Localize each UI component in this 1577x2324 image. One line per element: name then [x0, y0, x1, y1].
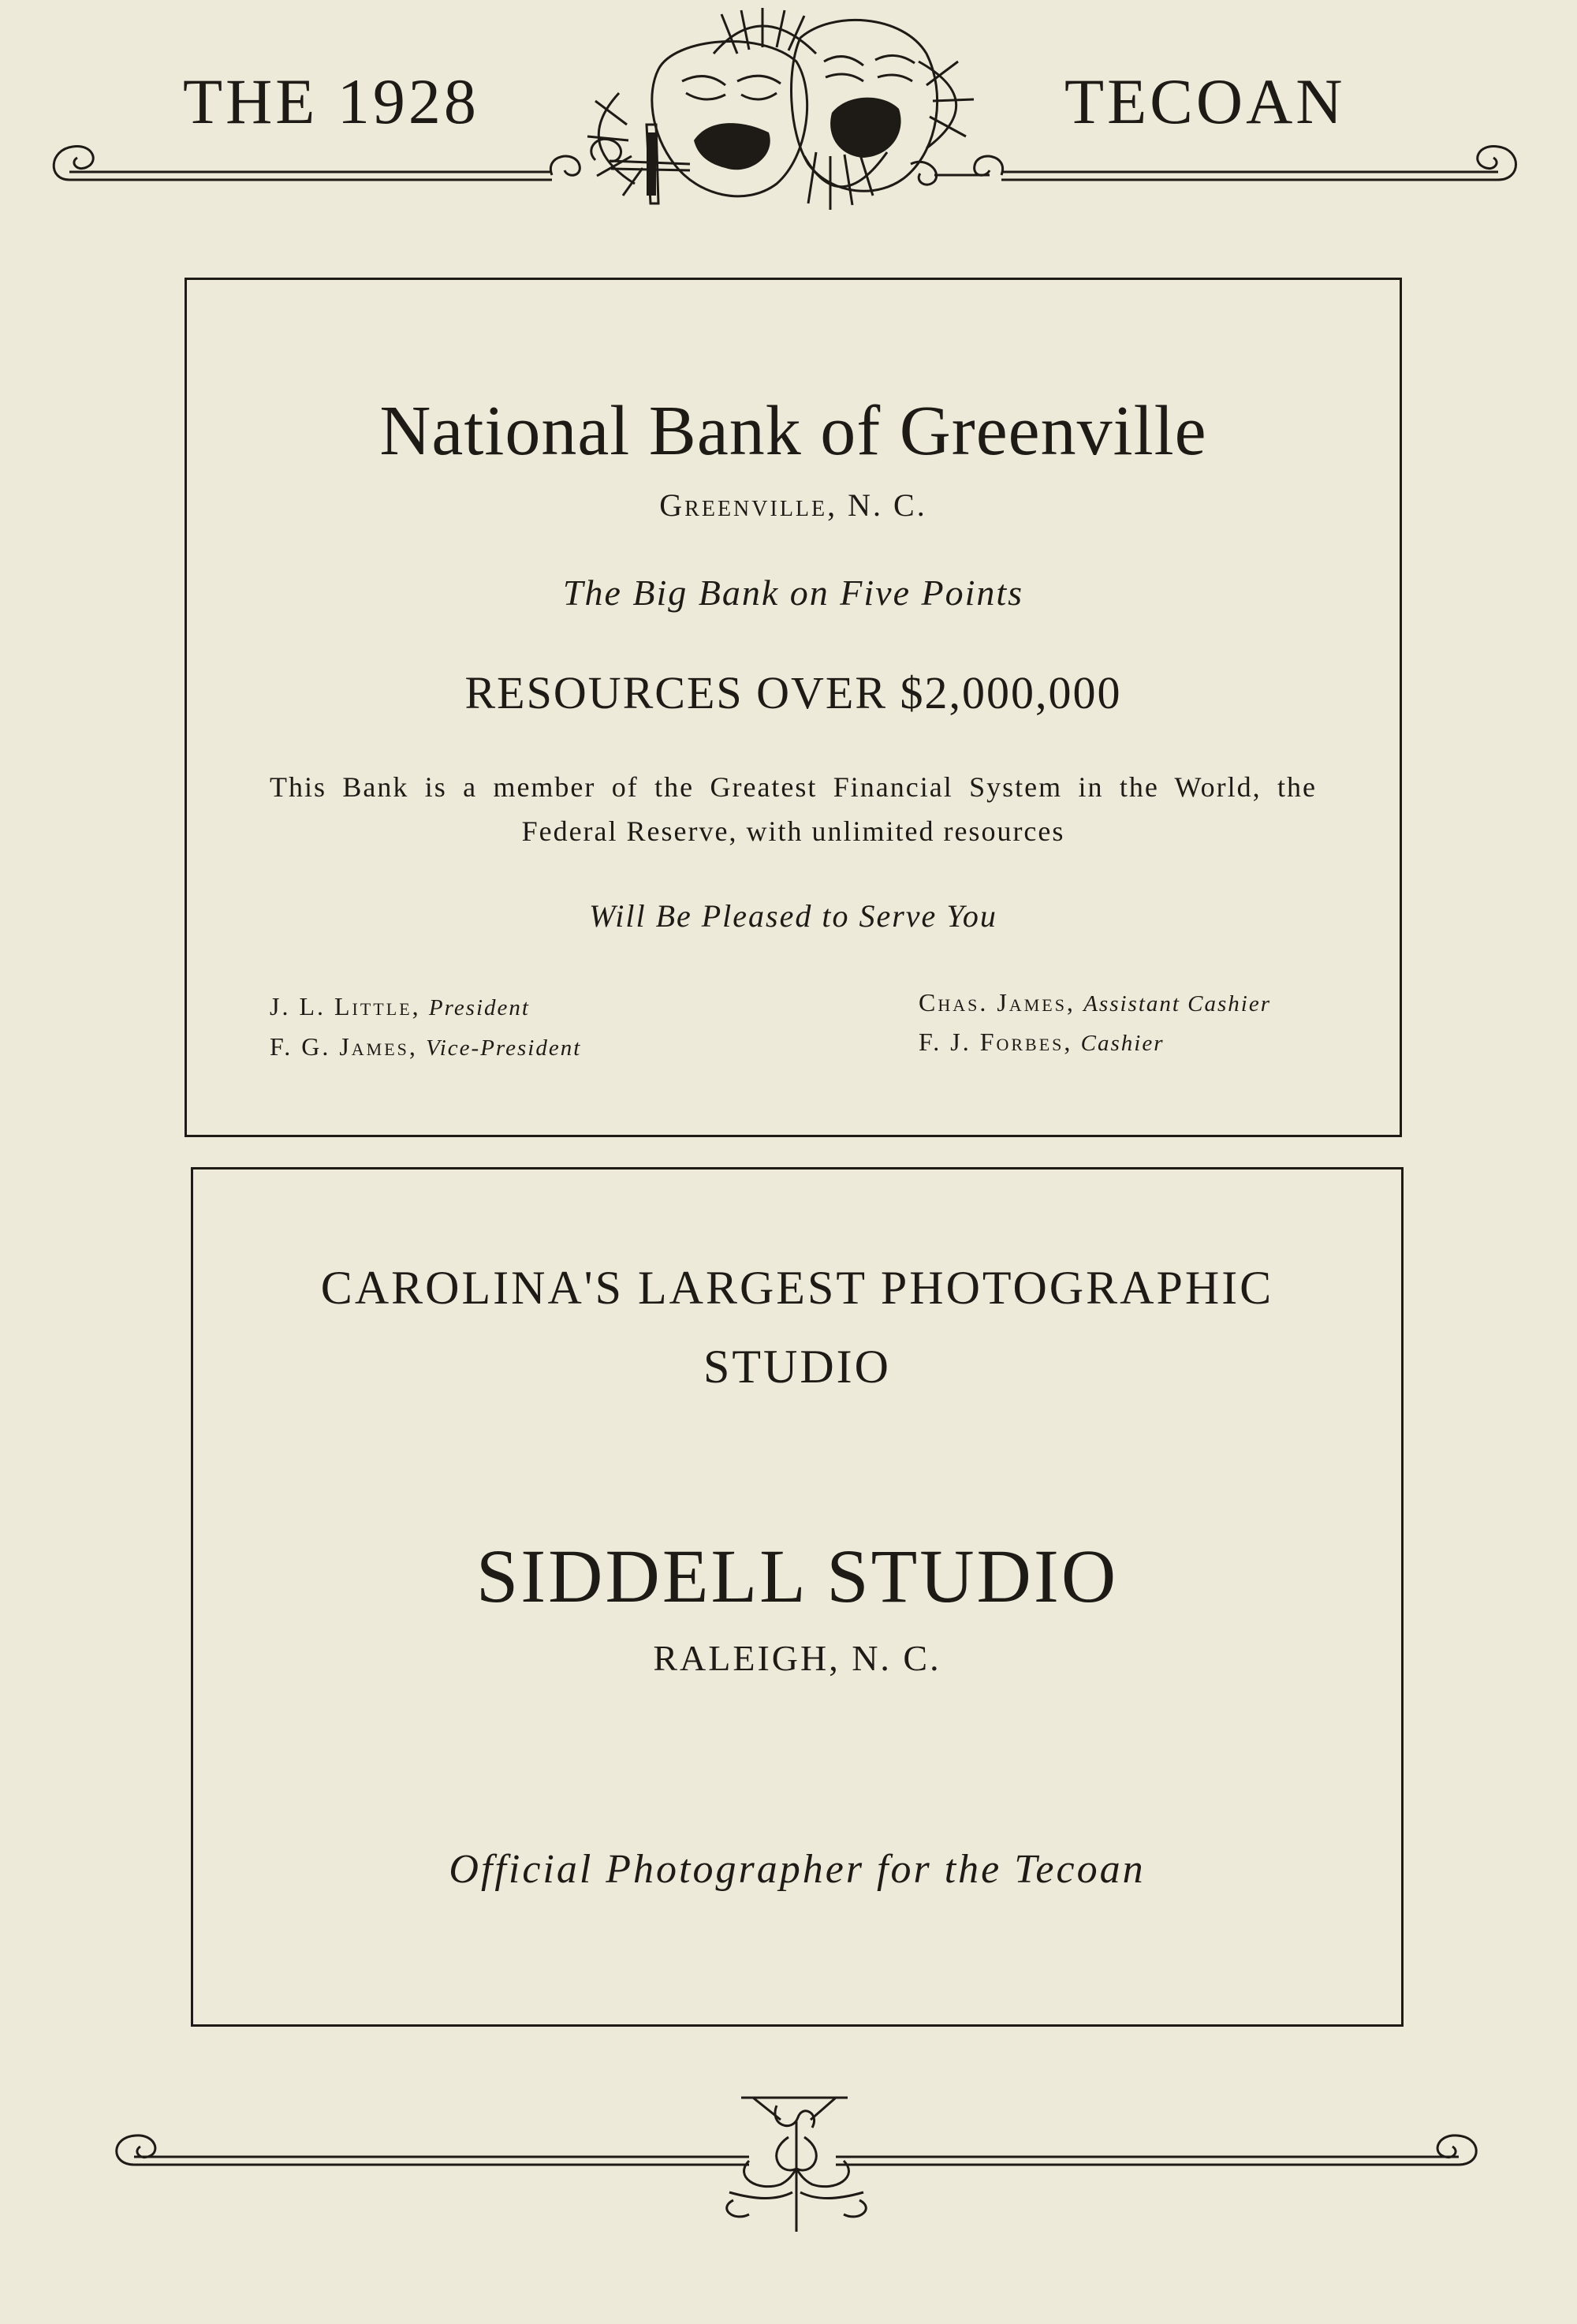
officer-name: F. J. Forbes,: [919, 1028, 1073, 1056]
studio-headline: [193, 1248, 1401, 1406]
studio-advertisement: [191, 1167, 1404, 2027]
bank-closing: Will Be Pleased to Serve You: [589, 898, 997, 934]
officer-name: Chas. James,: [919, 988, 1076, 1017]
studio-name: SIDDELL STUDIO: [475, 1534, 1119, 1618]
officer-title: Assistant Cashier: [1083, 991, 1272, 1017]
page-header: [0, 0, 1577, 229]
studio-city: RALEIGH, N. C.: [653, 1638, 941, 1678]
officer-title: Vice-President: [426, 1035, 582, 1061]
studio-tagline: Official Photographer for the Tecoan: [449, 1847, 1146, 1892]
bank-tagline: The Big Bank on Five Points: [562, 573, 1024, 613]
officer-president: [270, 994, 530, 1020]
bank-city: Greenville, N. C.: [659, 487, 927, 523]
studio-headline-line1: CAROLINA'S LARGEST PHOTOGRAPHIC: [320, 1262, 1274, 1314]
officer-title: Cashier: [1080, 1031, 1165, 1056]
officer-assistant-cashier: [919, 990, 1271, 1016]
officer-cashier: [919, 1029, 1165, 1055]
bank-advertisement: [185, 278, 1402, 1137]
header-title-right: TECOAN: [1064, 65, 1346, 137]
officer-title: President: [428, 995, 530, 1020]
officer-vice-president: [270, 1034, 581, 1060]
header-title-left: THE 1928: [183, 65, 479, 137]
bank-description: This Bank is a member of the Greatest Financial System in the World, the Federal Reserve, with unlimited resources: [270, 771, 1317, 847]
officer-name: F. G. James,: [270, 1032, 418, 1061]
bank-resources: RESOURCES OVER $2,000,000: [464, 667, 1122, 718]
bank-name: National Bank of Greenville: [379, 392, 1207, 470]
studio-headline-line2: STUDIO: [703, 1341, 891, 1393]
scroll-flourish-icon: [0, 2082, 1577, 2240]
officer-name: J. L. Little,: [270, 992, 421, 1020]
comedy-tragedy-masks-icon: [580, 6, 990, 219]
